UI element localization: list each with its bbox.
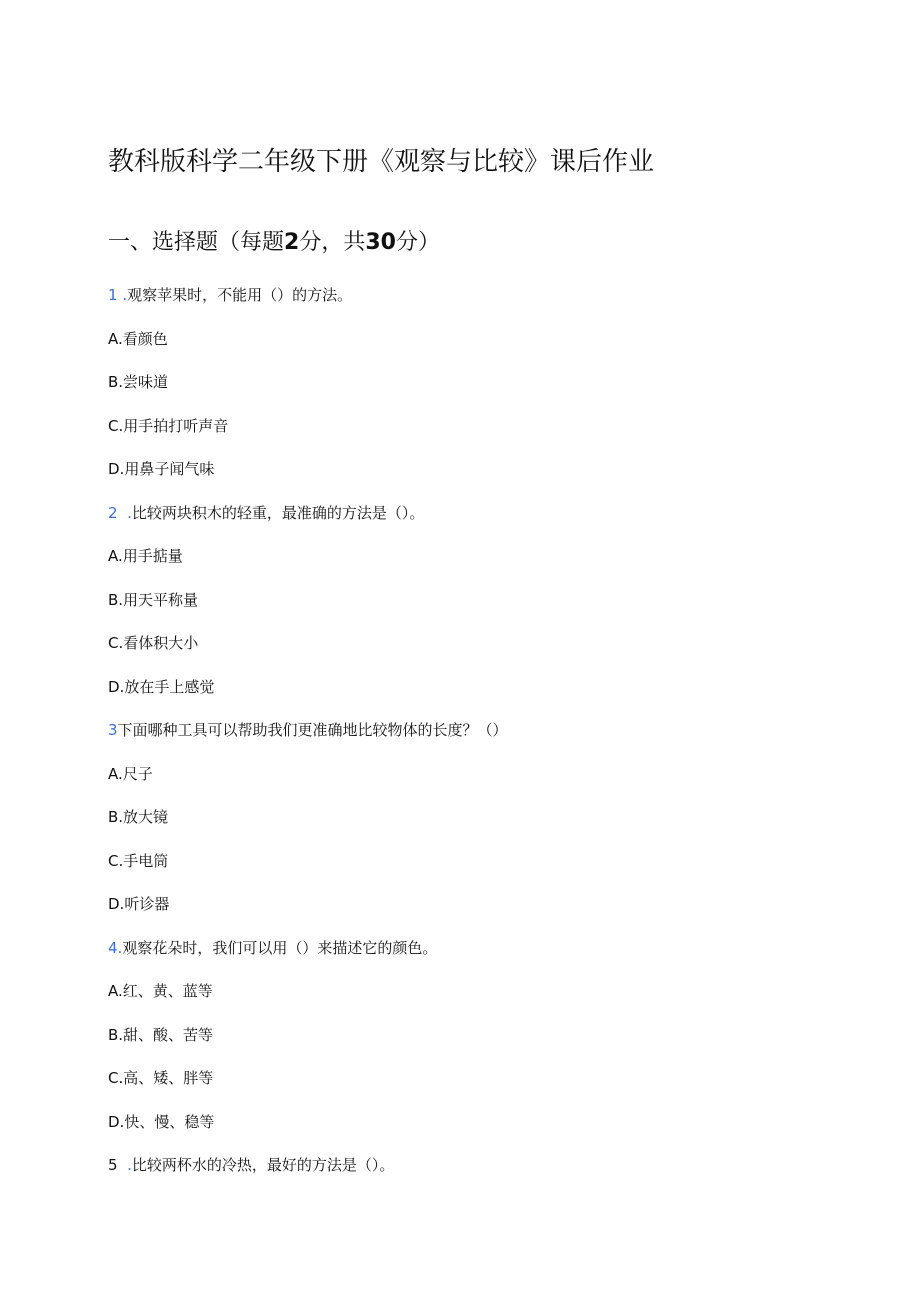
question-4-option-b: B.甜、酸、苦等 <box>108 1026 214 1044</box>
question-text: 比较两杯水的冷热，最好的方法是（）。 <box>131 1156 395 1174</box>
question-2-option-a: A.用手掂量 <box>108 547 183 565</box>
question-separator: . <box>117 504 132 522</box>
question-number: 1 <box>108 286 118 304</box>
section-points: 2 <box>284 230 300 255</box>
question-text: 观察苹果时，不能用（）的方法。 <box>127 286 353 304</box>
question-3-option-d: D.听诊器 <box>108 895 170 913</box>
section-heading <box>108 226 440 260</box>
question-3-option-b: B.放大镜 <box>108 808 169 826</box>
question-number: 3 <box>108 721 118 739</box>
question-2-option-d: D.放在手上感觉 <box>108 678 215 696</box>
question-4-option-d: D.快、慢、稳等 <box>108 1113 215 1131</box>
question-1 <box>108 284 352 306</box>
document-title: 教科版科学二年级下册《观察与比较》课后作业 <box>108 147 655 177</box>
question-text: 比较两块积木的轻重，最准确的方法是（）。 <box>131 504 425 522</box>
section-heading-middle: 分，共 <box>299 230 366 255</box>
question-separator: . <box>117 939 123 957</box>
question-number: 4 <box>108 939 118 957</box>
question-2-option-c: C.看体积大小 <box>108 634 199 652</box>
question-text: 观察花朵时，我们可以用（）来描述它的颜色。 <box>122 939 438 957</box>
question-2 <box>108 502 424 524</box>
question-3-option-a: A.尺子 <box>108 765 153 783</box>
question-3 <box>108 719 508 741</box>
question-4-option-a: A.红、黄、蓝等 <box>108 982 213 1000</box>
question-4 <box>108 937 437 959</box>
section-heading-prefix: 一、选择题（每题 <box>108 230 285 255</box>
question-2-option-b: B.用天平称量 <box>108 591 199 609</box>
question-separator: . <box>117 286 128 304</box>
question-number: 5 <box>108 1156 118 1174</box>
section-total: 30 <box>365 230 396 255</box>
question-separator: . <box>117 1156 132 1174</box>
question-1-option-a: A.看颜色 <box>108 330 168 348</box>
question-text: 下面哪种工具可以帮助我们更准确地比较物体的长度？（） <box>117 721 508 739</box>
question-1-option-d: D.用鼻子闻气味 <box>108 460 215 478</box>
question-4-option-c: C.高、矮、胖等 <box>108 1069 214 1087</box>
question-1-option-b: B.尝味道 <box>108 373 169 391</box>
section-heading-suffix: 分） <box>395 230 440 255</box>
question-5 <box>108 1154 394 1176</box>
question-1-option-c: C.用手拍打听声音 <box>108 417 229 435</box>
question-number: 2 <box>108 504 118 522</box>
question-3-option-c: C.手电筒 <box>108 852 169 870</box>
